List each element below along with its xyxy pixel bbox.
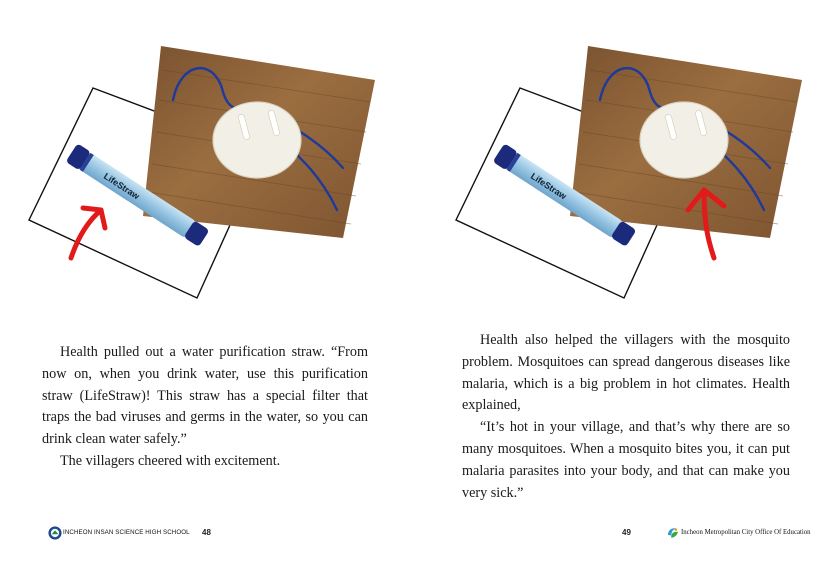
- school-logo-icon: [48, 526, 62, 540]
- left-body-text: [42, 342, 368, 473]
- straw-label: LifeStraw: [528, 170, 569, 202]
- school-name: INCHEON INSAN SCIENCE HIGH SCHOOL: [63, 529, 190, 536]
- straw-label: LifeStraw: [101, 170, 142, 202]
- wood-photo: [143, 46, 375, 238]
- right-page: [418, 0, 835, 570]
- education-office-logo-icon: [666, 526, 680, 540]
- lifestraw-illustration: [25, 40, 385, 310]
- paragraph: Health also helped the villagers with the mosquito problem. Mosquitoes can spread dangerous diseases like malaria, which is a big problem in hot climates. Health explained,: [462, 332, 790, 414]
- paragraph: “It’s hot in your village, and that’s why there are so many mosquitoes. When a mosquito bites you, it can put malaria parasites into your body, and that can make you very sick.”: [462, 419, 790, 501]
- page-number: 48: [202, 528, 211, 537]
- right-body-text: [462, 330, 790, 504]
- paragraph: The villagers cheered with excitement.: [60, 452, 281, 469]
- left-footer: [0, 524, 417, 544]
- education-office-name: Incheon Metropolitan City Office Of Education: [681, 529, 811, 536]
- lifestraw-illustration-2: [452, 40, 812, 310]
- paragraph: Health pulled out a water purification straw. “From now on, when you drink water, use this purification straw (LifeStraw)! This straw has a special filter that traps the bad viruses and germs in the water, so you can drink clean water safely.”: [42, 344, 368, 448]
- right-footer: [418, 524, 835, 544]
- page-number: 49: [622, 528, 631, 537]
- left-page: [0, 0, 417, 570]
